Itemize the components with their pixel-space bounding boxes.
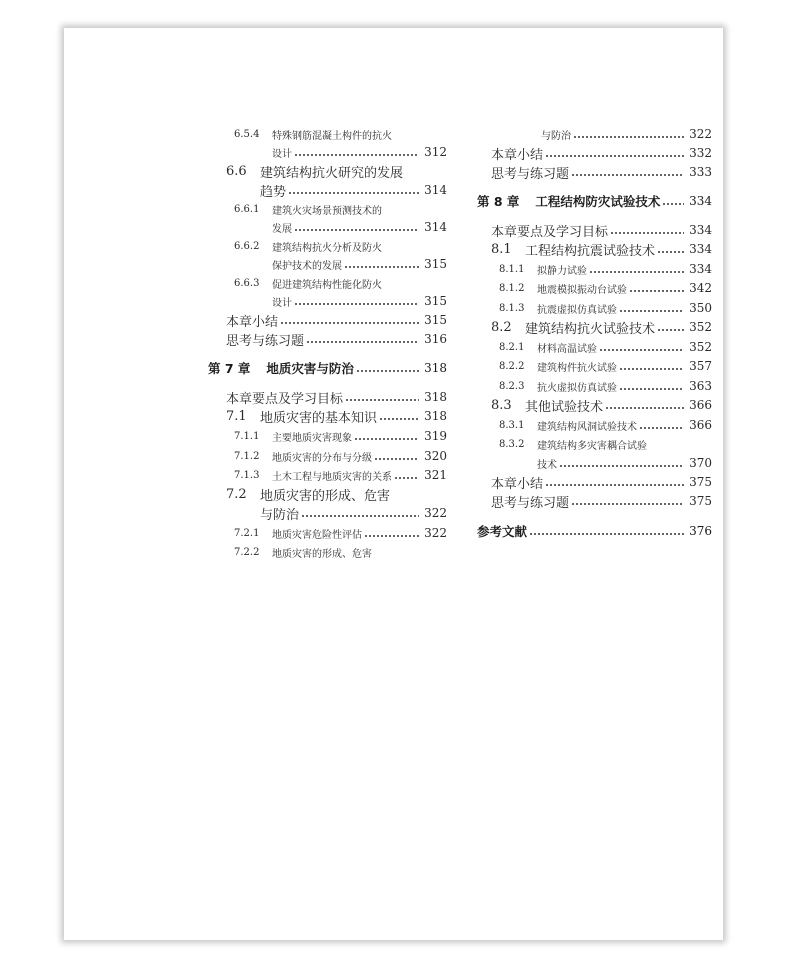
dot-leader [571, 503, 684, 505]
toc-entry-number: 6.6.3 [234, 277, 260, 289]
toc-entry-title: 建筑构件抗火试验 [537, 362, 617, 374]
toc-entry-number: 8.3.1 [499, 419, 525, 431]
toc-entry-title: 地质灾害与防治 [266, 361, 354, 376]
dot-leader [573, 136, 684, 138]
dot-leader [364, 535, 419, 537]
toc-entry-number: 8.1.2 [499, 282, 525, 294]
toc-entry-title: 抗震虚拟仿真试验 [537, 304, 617, 316]
toc-entry-number: 第 7 章 [208, 361, 251, 376]
toc-entry [214, 142, 447, 162]
toc-entry [214, 503, 447, 523]
toc-entry-title: 趋势 [260, 184, 287, 200]
toc-entry-title: 促进建筑结构性能化防火 [272, 279, 382, 291]
book-page [64, 28, 723, 940]
toc-entry [214, 523, 447, 543]
dot-leader [559, 465, 684, 467]
dot-leader [344, 266, 419, 268]
toc-entry-number: 8.2.1 [499, 341, 525, 353]
toc-entry-number: 8.1 [491, 241, 512, 257]
toc-page-number: 352 [689, 320, 712, 334]
dot-leader [619, 388, 684, 390]
toc-entry-title: 地质灾害的基本知识 [260, 410, 378, 426]
toc-page-number: 332 [689, 146, 712, 160]
toc-entry [214, 310, 447, 330]
toc-entry-number: 8.2 [491, 319, 512, 335]
toc-entry-title: 与防治 [260, 507, 300, 523]
toc-entry-title: 建筑结构风洞试验技术 [537, 421, 637, 433]
dot-leader [657, 251, 684, 253]
toc-entry [214, 124, 447, 144]
toc-page-number: 315 [424, 294, 447, 308]
toc-page-number: 316 [424, 332, 447, 346]
toc-entry-number: 6.6 [226, 163, 247, 179]
toc-entry [471, 356, 712, 376]
toc-entry [471, 259, 712, 279]
toc-page-number: 322 [424, 526, 447, 540]
toc-entry-title: 技术 [537, 459, 557, 471]
toc-entry [471, 124, 712, 144]
toc-entry-number: 6.5.4 [234, 128, 260, 140]
toc-entry [214, 180, 447, 200]
toc-entry-title: 本章要点及学习目标 [226, 391, 344, 407]
toc-page-number: 322 [689, 127, 712, 141]
dot-leader [294, 303, 419, 305]
toc-entry-number: 8.1.1 [499, 263, 525, 275]
toc-entry [214, 273, 447, 293]
toc-page-number: 375 [689, 475, 712, 489]
toc-entry [214, 236, 447, 256]
toc-entry-title: 建筑火灾场景预测技术的 [272, 205, 382, 217]
dot-leader [639, 427, 684, 429]
toc-entry-title: 本章要点及学习目标 [491, 224, 609, 240]
toc-page-number: 363 [689, 379, 712, 393]
toc-chapter-entry [471, 191, 712, 211]
toc-page-number: 312 [424, 145, 447, 159]
toc-entry [214, 254, 447, 274]
toc-entry-title: 特殊钢筋混凝土构件的抗火 [272, 130, 392, 142]
dot-leader [605, 407, 684, 409]
toc-entry-title: 主要地质灾害现象 [272, 432, 352, 444]
dot-leader [589, 271, 684, 273]
toc-entry-number: 7.1.2 [234, 450, 260, 462]
dot-leader [571, 174, 684, 176]
toc-entry-title: 本章小结 [491, 476, 544, 492]
toc-page-number: 334 [689, 223, 712, 237]
dot-leader [657, 329, 684, 331]
toc-chapter-entry [471, 521, 712, 541]
dot-leader [529, 533, 684, 535]
toc-page-number: 350 [689, 301, 712, 315]
dot-leader [294, 154, 419, 156]
dot-leader [356, 370, 419, 372]
toc-entry-title: 地质灾害危险性评估 [272, 529, 362, 541]
toc-entry [471, 453, 712, 473]
toc-entry [471, 298, 712, 318]
toc-entry-number: 6.6.2 [234, 240, 260, 252]
toc-entry [471, 434, 712, 454]
dot-leader [288, 192, 419, 194]
toc-entry-number: 8.1.3 [499, 302, 525, 314]
toc-entry-title: 地质灾害的形成、危害 [260, 488, 391, 504]
toc-entry-number: 8.3 [491, 397, 512, 413]
toc-entry-title: 设计 [272, 297, 292, 309]
toc-page-number: 315 [424, 257, 447, 271]
toc-entry-title: 建筑结构抗火试验技术 [525, 321, 656, 337]
toc-entry-title: 材料高温试验 [537, 343, 597, 355]
toc-entry [471, 220, 712, 240]
toc-entry-title: 工程结构抗震试验技术 [525, 243, 656, 259]
toc-page-number: 320 [424, 449, 447, 463]
toc-entry-title: 建筑结构抗火研究的发展 [260, 165, 404, 181]
toc-entry-title: 思考与练习题 [491, 495, 570, 511]
toc-entry-title: 工程结构防灾试验技术 [535, 194, 661, 209]
toc-chapter-entry [208, 358, 447, 378]
toc-entry [471, 162, 712, 182]
dot-leader [662, 203, 684, 205]
dot-leader [374, 458, 419, 460]
dot-leader [619, 310, 684, 312]
toc-page-number: 342 [689, 281, 712, 295]
toc-entry-title: 本章小结 [491, 147, 544, 163]
toc-page-number: 334 [689, 194, 712, 208]
dot-leader [599, 349, 684, 351]
toc-entry-title: 发展 [272, 223, 292, 235]
toc-entry [471, 337, 712, 357]
toc-page-number: 376 [689, 524, 712, 538]
toc-entry-number: 第 8 章 [477, 194, 520, 209]
toc-entry-number: 6.6.1 [234, 203, 260, 215]
toc-page-number: 318 [424, 361, 447, 375]
toc-entry-title: 拟静力试验 [537, 265, 587, 277]
toc-entry-number: 7.2 [226, 486, 247, 502]
toc-page-number: 366 [689, 398, 712, 412]
dot-leader [610, 232, 684, 234]
toc-entry-title: 抗火虚拟仿真试验 [537, 382, 617, 394]
toc-page-number: 333 [689, 165, 712, 179]
toc-entry [214, 446, 447, 466]
toc-entry [214, 465, 447, 485]
toc-entry-title: 保护技术的发展 [272, 260, 342, 272]
toc-entry [214, 426, 447, 446]
toc-page-number: 315 [424, 313, 447, 327]
toc-entry-title: 思考与练习题 [226, 333, 305, 349]
toc-entry-title: 参考文献 [477, 524, 528, 539]
toc-page-number: 314 [424, 220, 447, 234]
toc-entry [214, 387, 447, 407]
toc-page-number: 322 [424, 506, 447, 520]
toc-entry-title: 与防治 [541, 130, 571, 142]
toc-entry-number: 8.3.2 [499, 438, 525, 450]
toc-entry-number: 7.2.1 [234, 527, 260, 539]
toc-entry [214, 199, 447, 219]
toc-entry [214, 291, 447, 311]
toc-page-number: 314 [424, 183, 447, 197]
toc-entry [471, 143, 712, 163]
dot-leader [280, 322, 419, 324]
toc-entry-title: 土木工程与地质灾害的关系 [272, 471, 392, 483]
toc-entry-title: 地震模拟振动台试验 [537, 284, 627, 296]
toc-entry-number: 8.2.3 [499, 380, 525, 392]
toc-entry-title: 建筑结构抗火分析及防火 [272, 242, 382, 254]
toc-entry [214, 161, 447, 181]
dot-leader [301, 515, 419, 517]
toc-page-number: 321 [424, 468, 447, 482]
toc-entry-title: 地质灾害的形成、危害 [272, 548, 372, 560]
toc-entry-title: 设计 [272, 148, 292, 160]
toc-entry-title: 其他试验技术 [525, 399, 604, 415]
toc-page-number: 334 [689, 242, 712, 256]
toc-entry [214, 329, 447, 349]
dot-leader [629, 290, 684, 292]
toc-entry [471, 491, 712, 511]
toc-page-number: 334 [689, 262, 712, 276]
toc-page-number: 319 [424, 429, 447, 443]
dot-leader [379, 418, 419, 420]
toc-entry [214, 217, 447, 237]
dot-leader [306, 341, 419, 343]
toc-page-number: 357 [689, 359, 712, 373]
toc-entry [471, 317, 712, 337]
toc-entry-number: 7.1.1 [234, 430, 260, 442]
toc-entry [471, 278, 712, 298]
toc-entry-title: 本章小结 [226, 314, 279, 330]
toc-entry [471, 472, 712, 492]
dot-leader [545, 484, 684, 486]
toc-entry [471, 395, 712, 415]
toc-entry-number: 7.1 [226, 408, 247, 424]
toc-page-number: 366 [689, 418, 712, 432]
dot-leader [354, 438, 419, 440]
dot-leader [345, 399, 419, 401]
toc-entry-number: 7.2.2 [234, 546, 260, 558]
toc-entry [471, 415, 712, 435]
toc-entry-number: 8.2.2 [499, 360, 525, 372]
toc-entry-title: 地质灾害的分布与分级 [272, 452, 372, 464]
toc-page-number: 318 [424, 390, 447, 404]
dot-leader [619, 368, 684, 370]
dot-leader [394, 477, 419, 479]
toc-page-number: 375 [689, 494, 712, 508]
toc-entry [214, 484, 447, 504]
toc-entry-number: 7.1.3 [234, 469, 260, 481]
toc-entry [214, 542, 447, 562]
toc-entry [214, 406, 447, 426]
toc-page-number: 318 [424, 409, 447, 423]
dot-leader [545, 155, 684, 157]
toc-entry [471, 239, 712, 259]
toc-entry [471, 376, 712, 396]
toc-page-number: 370 [689, 456, 712, 470]
dot-leader [294, 229, 419, 231]
toc-entry-title: 建筑结构多灾害耦合试验 [537, 440, 647, 452]
toc-page-number: 352 [689, 340, 712, 354]
toc-entry-title: 思考与练习题 [491, 166, 570, 182]
